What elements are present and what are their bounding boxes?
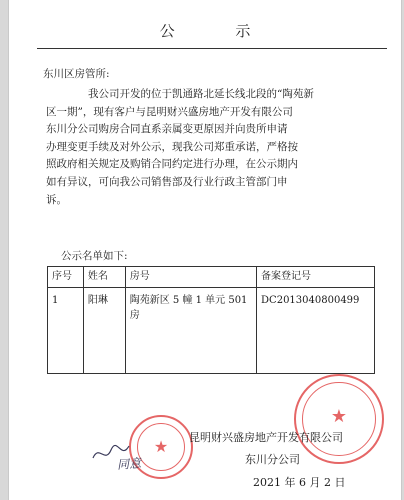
notice-table xyxy=(47,266,375,374)
cell-registration: DC2013040800499 xyxy=(257,288,375,374)
office-seal-stamp: ★ xyxy=(129,415,193,479)
body-line: 办理变更手续及对外公示，现我公司郑重承诺，严格按 xyxy=(46,140,298,153)
body-line: 诉。 xyxy=(46,193,67,206)
header-cell-room: 房号 xyxy=(125,267,256,288)
notice-date: 2021 年 6 月 2 日 xyxy=(253,476,346,489)
body-line: 区一期”，现有客户与昆明财兴盛房地产开发有限公司 xyxy=(46,105,293,118)
cell-index: 1 xyxy=(48,288,84,374)
body-line: 我公司开发的位于凯通路北延长线北段的“陶苑新 xyxy=(88,88,314,100)
title-divider xyxy=(37,48,387,49)
body-line: 照政府相关规定及购销合同约定进行办理，在公示期内 xyxy=(46,158,298,171)
notice-title: 公 示 xyxy=(159,22,279,40)
body-line: 东川分公司购房合同直系亲属变更原因并向贵所申请 xyxy=(46,123,288,136)
company-seal-stamp: ★ xyxy=(294,374,384,464)
cell-name: 阳琳 xyxy=(83,288,125,374)
notice-body xyxy=(46,86,373,209)
addressee: 东川区房管所: xyxy=(43,68,110,80)
header-cell-index: 序号 xyxy=(48,267,84,288)
header-cell-name: 姓名 xyxy=(83,267,125,288)
company-name: 昆明财兴盛房地产开发有限公司 xyxy=(189,431,343,444)
body-line: 如有异议，可向我公司销售部及行业行政主管部门申 xyxy=(46,175,288,188)
branch-name: 东川分公司 xyxy=(245,453,300,466)
document-page xyxy=(8,0,402,500)
handwritten-approval: 同意 xyxy=(116,456,142,472)
list-title: 公示名单如下: xyxy=(61,250,128,262)
table-header-row xyxy=(48,267,375,288)
table-row xyxy=(48,288,375,374)
header-cell-registration: 备案登记号 xyxy=(257,267,375,288)
cell-room: 陶苑新区 5 幢 1 单元 501 房 xyxy=(125,288,256,374)
